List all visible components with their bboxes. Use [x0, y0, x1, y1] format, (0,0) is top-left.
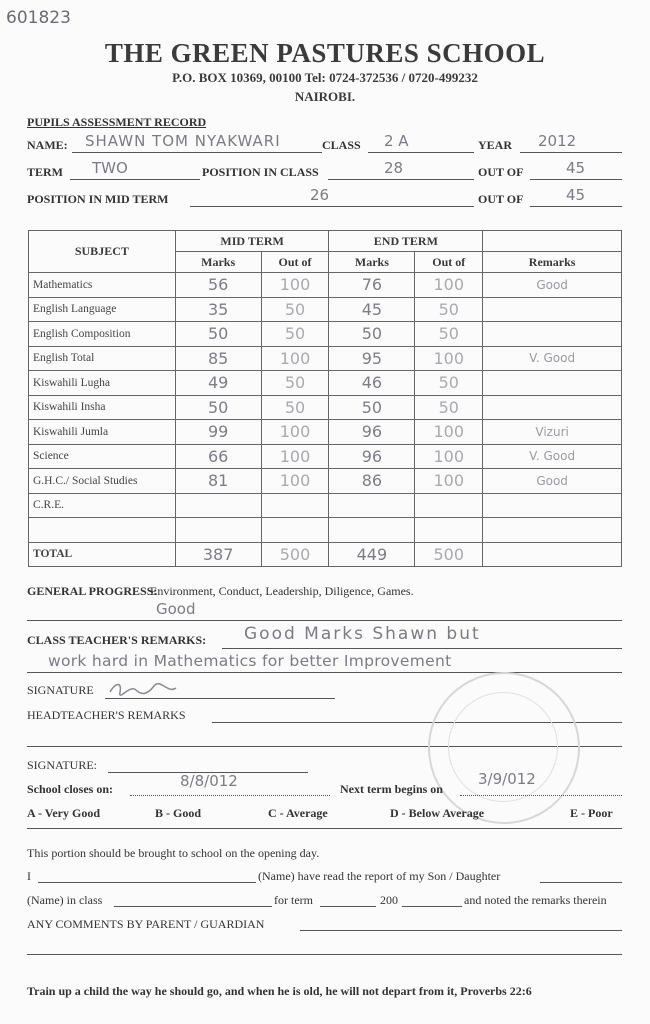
table-row — [29, 518, 622, 543]
end-marks-cell: 96 — [329, 420, 415, 445]
end-marks-cell: 95 — [329, 346, 415, 371]
end-marks-header: Marks — [329, 252, 415, 273]
class-label: CLASS — [322, 138, 361, 152]
end-out-of-header: Out of — [415, 252, 483, 273]
subject-cell: Mathematics — [29, 273, 176, 298]
mid-out-of-cell: 100 — [261, 420, 329, 445]
end-out-of-cell: 100 — [415, 469, 483, 494]
out-of-label: OUT OF — [478, 165, 524, 179]
mid-marks-cell: 35 — [175, 297, 261, 322]
end-marks-cell — [329, 518, 415, 543]
mid-marks-cell: 49 — [175, 371, 261, 396]
name-value: SHAWN TOM NYAKWARI — [85, 132, 281, 150]
end-out-of-cell: 50 — [415, 395, 483, 420]
subject-cell: Kiswahili Insha — [29, 395, 176, 420]
end-marks-cell: 76 — [329, 273, 415, 298]
parent-year-prefix: 200 — [380, 893, 398, 907]
corner-reference-number: 601823 — [6, 8, 71, 28]
mid-out-of-cell: 50 — [261, 297, 329, 322]
end-out-of-cell: 100 — [415, 346, 483, 371]
remark-cell: Vizuri — [483, 420, 622, 445]
mid-out-of-value: 45 — [566, 186, 586, 204]
remark-cell: Good — [483, 469, 622, 494]
grade-e: E - Poor — [570, 806, 613, 820]
total-row — [29, 542, 622, 567]
school-closes-value: 8/8/012 — [180, 772, 238, 790]
mid-out-of-cell: 50 — [261, 395, 329, 420]
name-label: NAME: — [27, 138, 68, 152]
grade-a: A - Very Good — [27, 806, 101, 820]
school-closes-label: School closes on: — [27, 782, 114, 796]
total-label-cell: TOTAL — [29, 542, 176, 567]
mid-out-of-cell: 100 — [261, 273, 329, 298]
mid-marks-cell: 85 — [175, 346, 261, 371]
end-marks-cell: 45 — [329, 297, 415, 322]
end-marks-cell: 86 — [329, 469, 415, 494]
mid-position-label: POSITION IN MID TERM — [27, 192, 169, 206]
table-row — [29, 420, 622, 445]
end-marks-cell — [329, 493, 415, 518]
remark-cell: Good — [483, 273, 622, 298]
mid-position-value: 26 — [310, 186, 330, 204]
remarks-header: Remarks — [483, 252, 622, 273]
mid-out-of-cell: 50 — [261, 371, 329, 396]
end-marks-cell: 96 — [329, 444, 415, 469]
remarks-top-header — [483, 231, 622, 252]
parent-note: This portion should be brought to school on the opening day. — [27, 846, 320, 860]
mid-marks-cell: 99 — [175, 420, 261, 445]
headteacher-remarks-label: HEADTEACHER'S REMARKS — [27, 708, 186, 722]
parent-for-term: for term — [274, 893, 313, 907]
signature-label: SIGNATURE — [27, 683, 94, 697]
mid-out-of-cell: 100 — [261, 444, 329, 469]
mid-out-of-cell — [261, 518, 329, 543]
subject-cell: G.H.C./ Social Studies — [29, 469, 176, 494]
mid-total-out-of-cell: 500 — [261, 542, 329, 567]
mid-out-of-cell — [261, 493, 329, 518]
grade-b: B - Good — [155, 806, 202, 820]
subject-cell: English Language — [29, 297, 176, 322]
term-value: TWO — [92, 159, 128, 177]
general-progress-value: Good — [156, 600, 196, 618]
record-title: PUPILS ASSESSMENT RECORD — [27, 115, 207, 129]
school-address: P.O. BOX 10369, 00100 Tel: 0724-372536 / 0720-499232 — [172, 70, 478, 85]
table-row — [29, 469, 622, 494]
table-row — [29, 444, 622, 469]
table-row — [29, 493, 622, 518]
subject-cell: Kiswahili Lugha — [29, 371, 176, 396]
end-out-of-cell: 50 — [415, 297, 483, 322]
mid-marks-cell: 50 — [175, 395, 261, 420]
remark-cell: V. Good — [483, 346, 622, 371]
class-teacher-remark-line-1: Good Marks Shawn but — [244, 624, 481, 644]
parent-comments-label: ANY COMMENTS BY PARENT / GUARDIAN — [27, 917, 265, 931]
remark-cell — [483, 297, 622, 322]
mid-out-of-cell: 100 — [261, 346, 329, 371]
mid-marks-cell — [175, 518, 261, 543]
remark-cell — [483, 493, 622, 518]
table-row — [29, 322, 622, 347]
mid-marks-header: Marks — [175, 252, 261, 273]
end-marks-cell: 50 — [329, 322, 415, 347]
remark-cell — [483, 395, 622, 420]
subject-header: SUBJECT — [29, 231, 176, 273]
table-row — [29, 371, 622, 396]
parent-name-in-class: (Name) in class — [27, 893, 103, 907]
table-row — [29, 346, 622, 371]
mid-marks-cell: 56 — [175, 273, 261, 298]
mid-marks-cell: 81 — [175, 469, 261, 494]
marks-table — [28, 230, 622, 567]
grade-d: D - Below Average — [390, 806, 485, 820]
end-total-cell: 449 — [329, 542, 415, 567]
total-remark-cell — [483, 542, 622, 567]
parent-noted: and noted the remarks therein — [464, 893, 607, 907]
mid-out-of-label: OUT OF — [478, 192, 524, 206]
position-label: POSITION IN CLASS — [202, 165, 319, 179]
mid-marks-cell — [175, 493, 261, 518]
school-name: THE GREEN PASTURES SCHOOL — [104, 38, 546, 68]
subject-cell: Kiswahili Jumla — [29, 420, 176, 445]
next-term-value: 3/9/012 — [478, 770, 536, 788]
end-out-of-cell: 50 — [415, 322, 483, 347]
general-progress-criteria: Environment, Conduct, Leadership, Diligence, Games. — [150, 584, 414, 598]
class-value: 2 A — [384, 132, 409, 150]
end-out-of-cell: 50 — [415, 371, 483, 396]
remark-cell — [483, 322, 622, 347]
general-progress-label: GENERAL PROGRESS: — [27, 584, 158, 598]
end-out-of-cell — [415, 518, 483, 543]
signature-scribble-icon — [108, 680, 178, 698]
end-total-out-of-cell: 500 — [415, 542, 483, 567]
grade-c: C - Average — [268, 806, 328, 820]
mid-out-of-cell: 100 — [261, 469, 329, 494]
end-out-of-cell: 100 — [415, 273, 483, 298]
remark-cell: V. Good — [483, 444, 622, 469]
mid-out-of-cell: 50 — [261, 322, 329, 347]
remark-cell — [483, 371, 622, 396]
out-of-value: 45 — [566, 159, 586, 177]
mid-out-of-header: Out of — [261, 252, 329, 273]
table-row — [29, 395, 622, 420]
end-marks-cell: 50 — [329, 395, 415, 420]
year-label: YEAR — [478, 138, 513, 152]
end-out-of-cell — [415, 493, 483, 518]
position-value: 28 — [384, 159, 404, 177]
end-term-header: END TERM — [329, 231, 483, 252]
subject-cell — [29, 518, 176, 543]
school-city: NAIROBI. — [294, 89, 356, 104]
footer-proverb: Train up a child the way he should go, and when he is old, he will not depart from it, Proverbs 22:6 — [27, 984, 532, 998]
class-teacher-remark-line-2: work hard in Mathematics for better Improvement — [48, 652, 452, 670]
teacher-signature-scribble — [108, 680, 178, 703]
mid-marks-cell: 66 — [175, 444, 261, 469]
school-stamp-seal — [428, 672, 580, 824]
class-teacher-remarks-label: CLASS TEACHER'S REMARKS: — [27, 633, 207, 647]
term-label: TERM — [27, 165, 63, 179]
end-out-of-cell: 100 — [415, 444, 483, 469]
subject-cell: English Composition — [29, 322, 176, 347]
parent-name-read: (Name) have read the report of my Son / Daughter — [258, 869, 501, 883]
table-row — [29, 273, 622, 298]
mid-total-cell: 387 — [175, 542, 261, 567]
remark-cell — [483, 518, 622, 543]
mid-marks-cell: 50 — [175, 322, 261, 347]
year-value: 2012 — [538, 132, 577, 150]
subject-cell: English Total — [29, 346, 176, 371]
end-out-of-cell: 100 — [415, 420, 483, 445]
next-term-label: Next term begins on — [340, 782, 443, 796]
signature-label-2: SIGNATURE: — [27, 758, 98, 772]
subject-cell: C.R.E. — [29, 493, 176, 518]
mid-term-header: MID TERM — [175, 231, 329, 252]
end-marks-cell: 46 — [329, 371, 415, 396]
subject-cell: Science — [29, 444, 176, 469]
parent-i-label: I — [27, 869, 31, 883]
table-row — [29, 297, 622, 322]
